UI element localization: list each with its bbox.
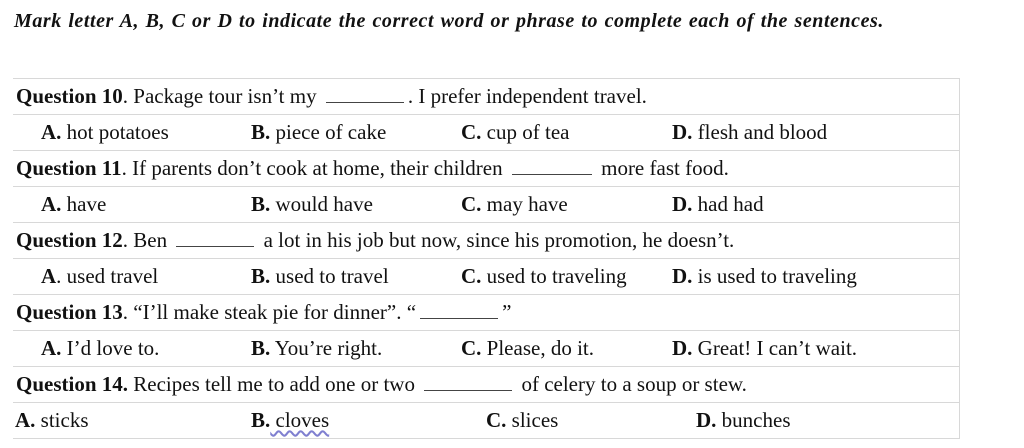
question-stem-after: ”: [502, 300, 512, 324]
option-letter: A.: [41, 336, 62, 360]
option-text: used to traveling: [481, 264, 627, 288]
options-row: [13, 331, 960, 367]
question-text: [16, 367, 747, 402]
option-text: flesh and blood: [692, 120, 828, 144]
instruction-text: Mark letter A, B, C or D to indicate the correct word or phrase to complete each of the sentences.: [14, 10, 884, 32]
question-stem-before: . If parents don’t cook at home, their children: [121, 156, 508, 180]
question-row: [13, 295, 960, 331]
option-text: Great! I can’t wait.: [692, 336, 858, 360]
question-stem-after: a lot in his job but now, since his promotion, he doesn’t.: [258, 228, 735, 252]
option-letter: A.: [15, 408, 36, 432]
question-row: [13, 367, 960, 403]
option-text: would have: [270, 192, 373, 216]
option-a[interactable]: [41, 331, 159, 366]
option-letter: B.: [251, 192, 271, 216]
question-text: [16, 295, 511, 330]
option-b[interactable]: [251, 259, 389, 294]
option-letter: D.: [672, 192, 693, 216]
option-text: cloves: [270, 408, 330, 432]
question-row: [13, 223, 960, 259]
option-d[interactable]: [672, 331, 857, 366]
option-letter: C.: [461, 264, 482, 288]
option-a[interactable]: [15, 403, 89, 438]
option-text: sticks: [35, 408, 89, 432]
question-stem-before: Recipes tell me to add one or two: [128, 372, 421, 396]
option-letter: A.: [41, 192, 62, 216]
question-stem-before: . “I’ll make steak pie for dinner”. “: [122, 300, 417, 324]
option-text: You’re right.: [270, 336, 383, 360]
question-label: Question 13: [16, 300, 123, 324]
option-letter: A: [41, 264, 57, 288]
question-stem-before: . Ben: [122, 228, 173, 252]
option-letter: D.: [672, 120, 693, 144]
option-b[interactable]: [251, 115, 386, 150]
option-letter: A.: [41, 120, 62, 144]
question-table: [13, 78, 960, 439]
option-c[interactable]: [461, 115, 569, 150]
option-text: Please, do it.: [481, 336, 594, 360]
question-label: Question 11: [16, 156, 122, 180]
option-text: bunches: [716, 408, 791, 432]
option-b[interactable]: [251, 187, 373, 222]
options-row: [13, 115, 960, 151]
option-b[interactable]: [251, 331, 382, 366]
option-text: cup of tea: [481, 120, 570, 144]
question-row: [13, 79, 960, 115]
answer-blank[interactable]: [420, 298, 498, 319]
option-text: . used travel: [56, 264, 159, 288]
options-row: [13, 187, 960, 223]
option-letter: B.: [251, 264, 271, 288]
option-c[interactable]: [461, 259, 627, 294]
question-stem-after: . I prefer independent travel.: [407, 84, 647, 108]
option-letter: C.: [486, 408, 507, 432]
option-text: had had: [692, 192, 764, 216]
option-text: may have: [481, 192, 568, 216]
option-letter: B.: [251, 408, 271, 432]
option-d[interactable]: [672, 115, 827, 150]
option-a[interactable]: [41, 259, 158, 294]
option-d[interactable]: [696, 403, 791, 438]
option-letter: D.: [672, 264, 693, 288]
option-text: slices: [506, 408, 559, 432]
option-letter: B.: [251, 336, 271, 360]
option-c[interactable]: [461, 187, 568, 222]
question-stem-before: . Package tour isn’t my: [122, 84, 322, 108]
option-b[interactable]: [251, 403, 329, 438]
answer-blank[interactable]: [176, 226, 254, 247]
question-text: [16, 79, 647, 114]
question-label: Question 12: [16, 228, 123, 252]
option-letter: C.: [461, 192, 482, 216]
option-a[interactable]: [41, 115, 169, 150]
question-stem-after: more fast food.: [595, 156, 729, 180]
option-text: have: [61, 192, 107, 216]
option-text: I’d love to.: [61, 336, 160, 360]
question-label: Question 10: [16, 84, 123, 108]
option-text: is used to traveling: [692, 264, 857, 288]
option-text: used to travel: [270, 264, 389, 288]
option-d[interactable]: [672, 259, 857, 294]
option-letter: D.: [672, 336, 693, 360]
question-label: Question 14.: [16, 372, 129, 396]
answer-blank[interactable]: [512, 154, 592, 175]
options-row: [13, 259, 960, 295]
option-letter: B.: [251, 120, 271, 144]
option-c[interactable]: [461, 331, 594, 366]
option-d[interactable]: [672, 187, 764, 222]
option-a[interactable]: [41, 187, 106, 222]
question-text: [16, 223, 734, 258]
answer-blank[interactable]: [326, 82, 404, 103]
options-row: [13, 403, 960, 439]
option-text: hot potatoes: [61, 120, 169, 144]
option-text: piece of cake: [270, 120, 387, 144]
question-stem-after: of celery to a soup or stew.: [516, 372, 747, 396]
option-c[interactable]: [486, 403, 558, 438]
question-text: [16, 151, 729, 186]
option-letter: D.: [696, 408, 717, 432]
question-row: [13, 151, 960, 187]
answer-blank[interactable]: [424, 370, 512, 391]
option-letter: C.: [461, 336, 482, 360]
option-letter: C.: [461, 120, 482, 144]
